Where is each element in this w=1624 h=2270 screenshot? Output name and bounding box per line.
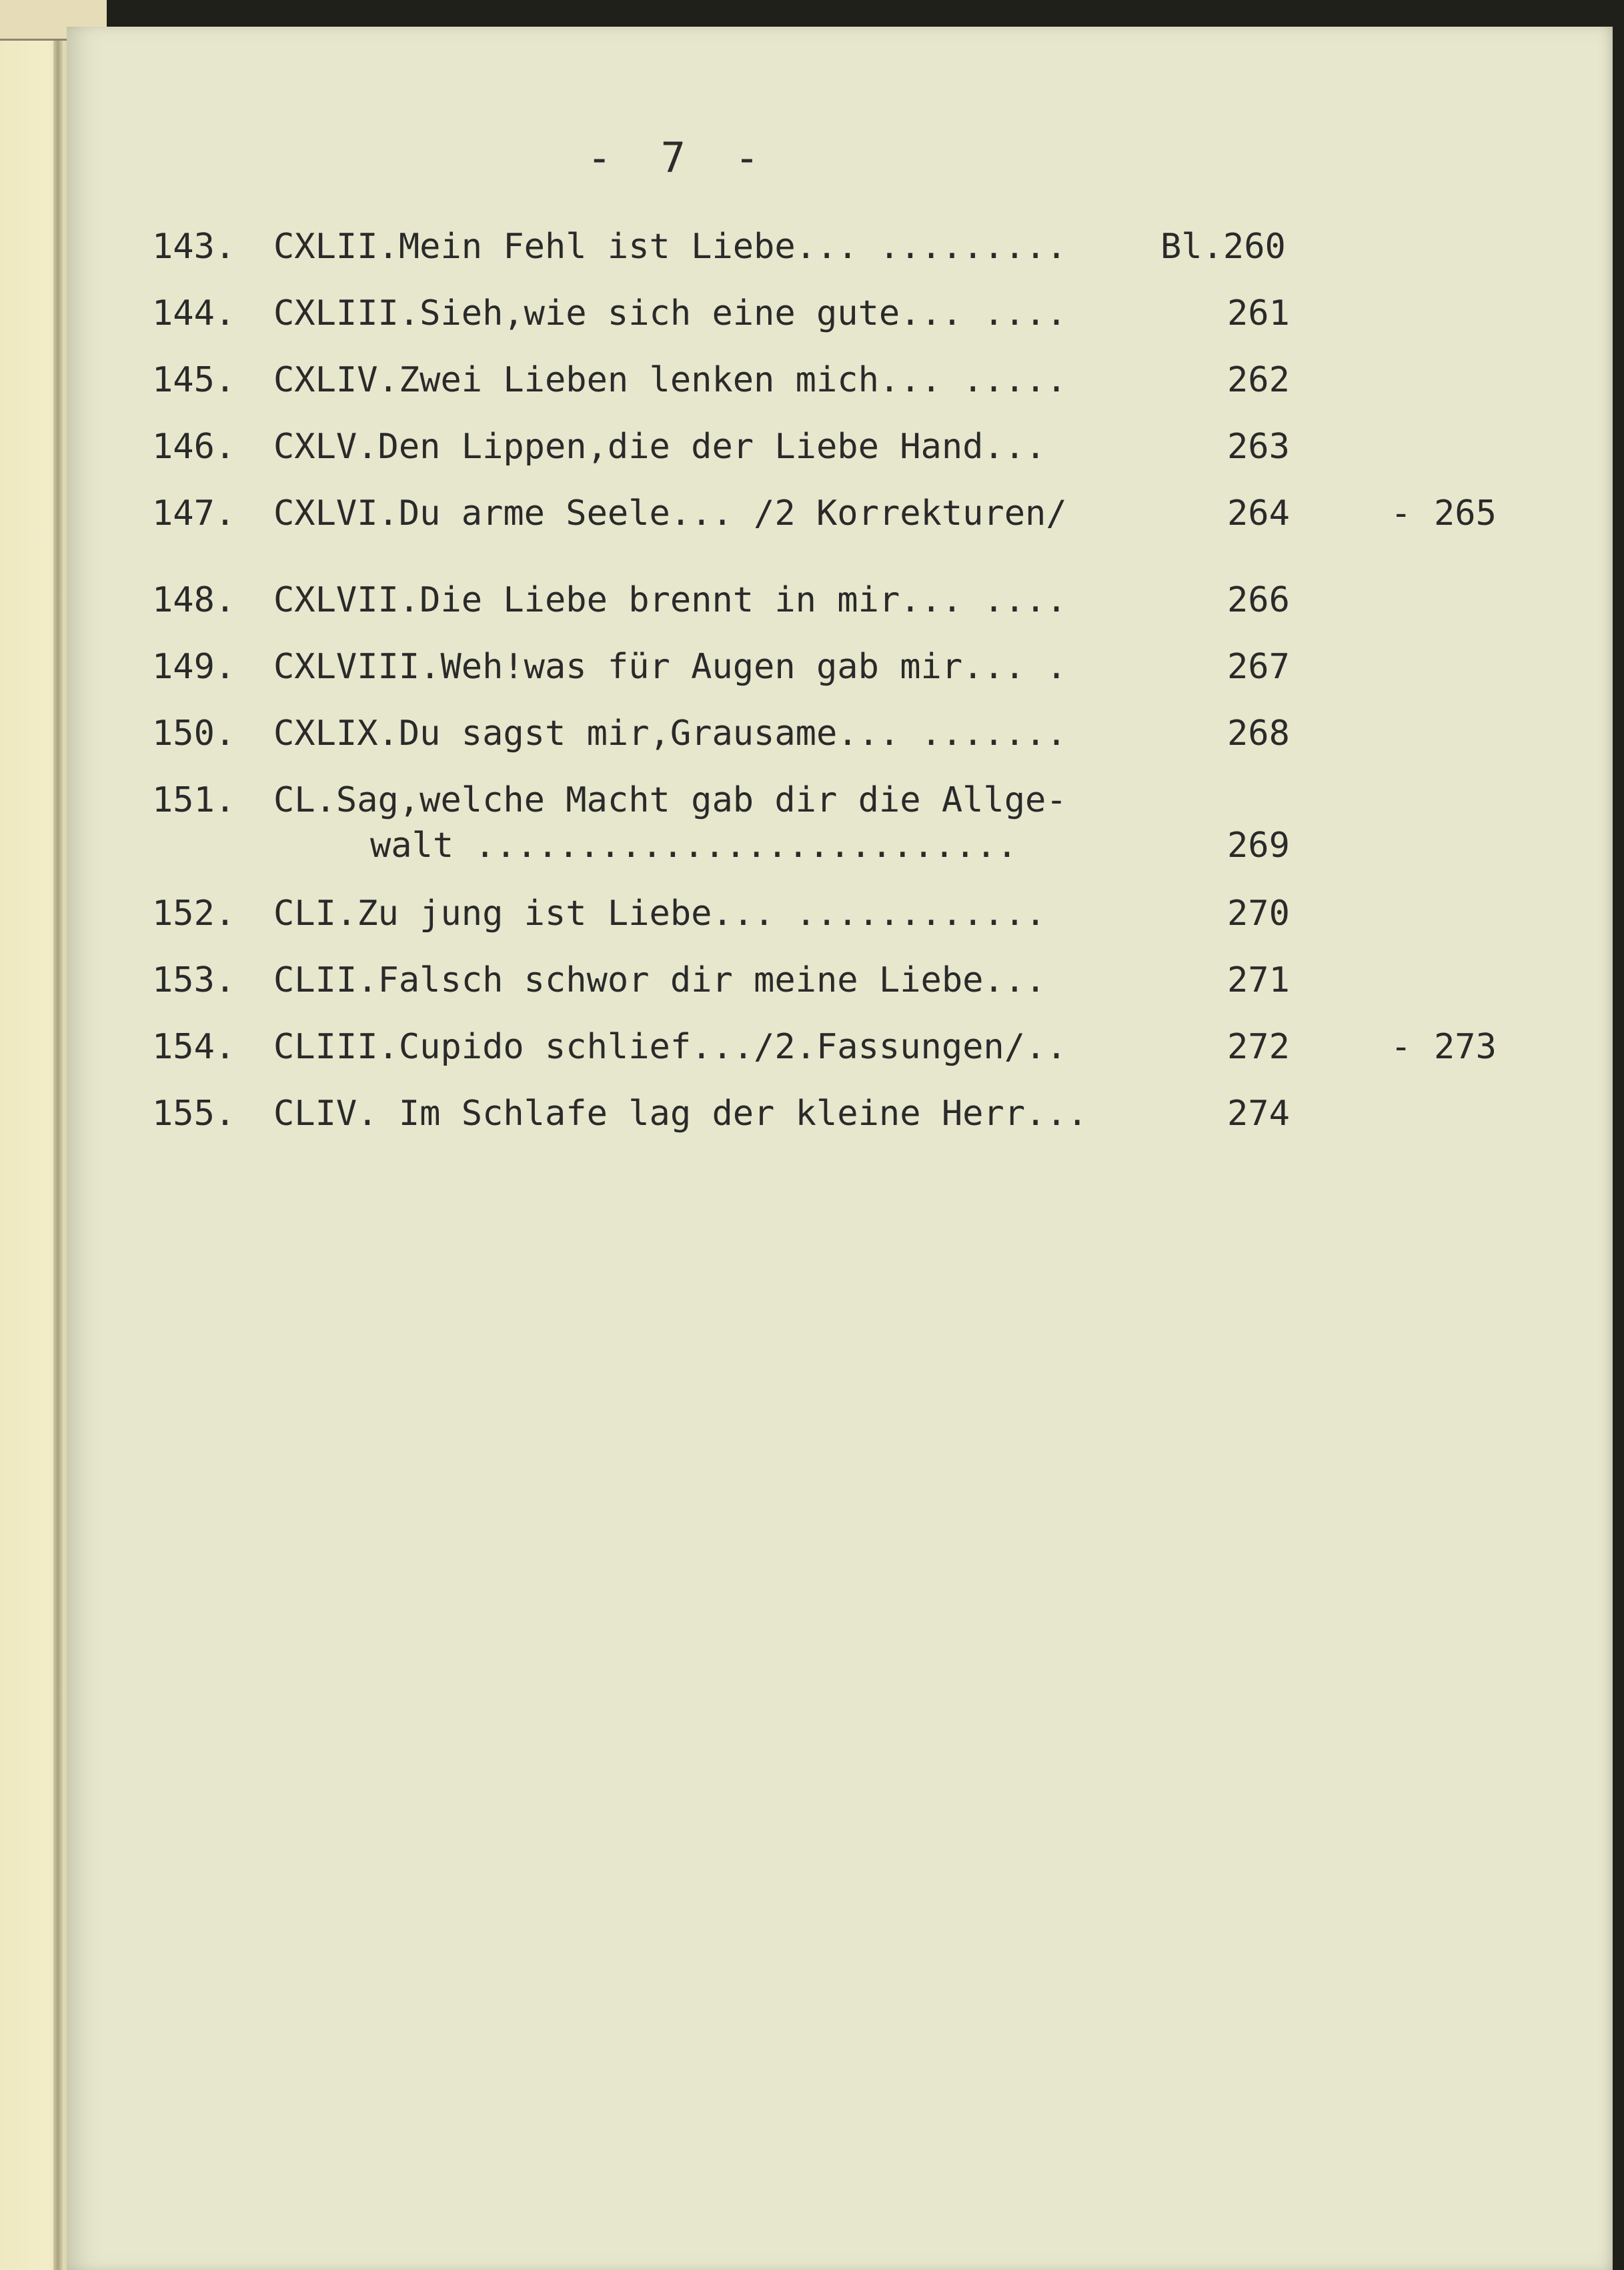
page-number: - 7 - xyxy=(587,133,772,182)
entry-number: 148. xyxy=(152,580,236,620)
entry-page-end: 265 xyxy=(1434,493,1497,533)
entry-title: CXLIV.Zwei Lieben lenken mich... ..... xyxy=(273,360,1067,400)
entry-title: CXLVIII.Weh!was für Augen gab mir... . xyxy=(273,647,1067,687)
entry-title: CXLII.Mein Fehl ist Liebe... ......... xyxy=(273,227,1067,267)
entry-title: CXLIII.Sieh,wie sich eine gute... .... xyxy=(273,293,1067,333)
entry-page: 262 xyxy=(1227,360,1290,400)
entry-page: 267 xyxy=(1227,647,1290,687)
entry-title: CXLV.Den Lippen,die der Liebe Hand... xyxy=(273,427,1046,467)
entry-number: 150. xyxy=(152,714,236,754)
entry-page: 263 xyxy=(1227,427,1290,467)
entry-page: 272 xyxy=(1227,1027,1290,1067)
entry-number: 145. xyxy=(152,360,236,400)
document-page xyxy=(67,27,1613,2270)
entry-page: 269 xyxy=(1227,826,1290,866)
entry-number: 149. xyxy=(152,647,236,687)
entry-page: 268 xyxy=(1227,714,1290,754)
entry-number: 152. xyxy=(152,894,236,934)
entry-number: 155. xyxy=(152,1094,236,1134)
entry-number: 147. xyxy=(152,493,236,533)
page-range-dash: - xyxy=(1391,493,1412,533)
entry-page: 274 xyxy=(1227,1094,1290,1134)
entry-number: 144. xyxy=(152,293,236,333)
entry-number: 154. xyxy=(152,1027,236,1067)
entry-number: 153. xyxy=(152,960,236,1000)
entry-title: CXLVI.Du arme Seele... /2 Korrekturen/ xyxy=(273,493,1067,533)
entry-page: 264 xyxy=(1227,493,1290,533)
entry-title: CLIV. Im Schlafe lag der kleine Herr... xyxy=(273,1094,1088,1134)
entry-page: 270 xyxy=(1227,894,1290,934)
binding-spine xyxy=(53,27,63,2270)
entry-title: CXLIX.Du sagst mir,Grausame... ....... xyxy=(273,714,1067,754)
entry-title: CL.Sag,welche Macht gab dir die Allge- xyxy=(273,780,1067,820)
entry-title: CXLVII.Die Liebe brennt in mir... .... xyxy=(273,580,1067,620)
entry-title: CLII.Falsch schwor dir meine Liebe... xyxy=(273,960,1046,1000)
page-range-dash: - xyxy=(1391,1027,1412,1067)
entry-number: 146. xyxy=(152,427,236,467)
entry-page: 266 xyxy=(1227,580,1290,620)
entry-number: 151. xyxy=(152,780,236,820)
entry-page: Bl.260 xyxy=(1160,227,1286,267)
entry-page: 271 xyxy=(1227,960,1290,1000)
entry-title: CLIII.Cupido schlief.../2.Fassungen/.. xyxy=(273,1027,1067,1067)
entry-title-continuation: walt .......................... xyxy=(370,826,1018,866)
entry-number: 143. xyxy=(152,227,236,267)
entry-page: 261 xyxy=(1227,293,1290,333)
entry-page-end: 273 xyxy=(1434,1027,1497,1067)
entry-title: CLI.Zu jung ist Liebe... ............ xyxy=(273,894,1046,934)
table-of-contents xyxy=(67,27,1613,2270)
